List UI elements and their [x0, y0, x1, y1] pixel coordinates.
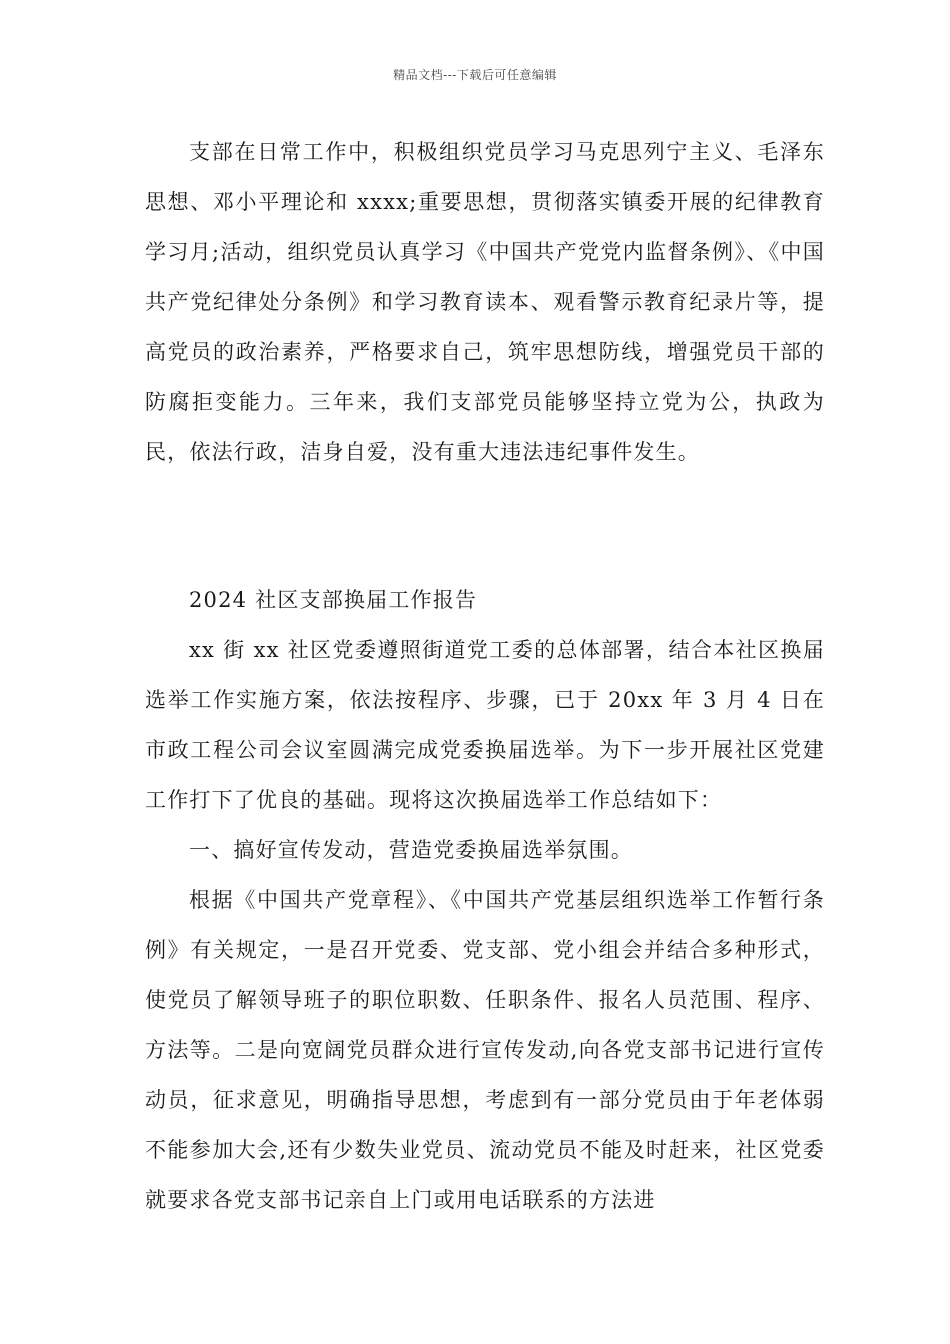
page-header: 精品文档---下载后可任意编辑: [393, 68, 557, 82]
section-discipline-education: [145, 127, 825, 477]
paragraph: xx 街 xx 社区党委遵照街道党工委的总体部署，结合本社区换届选举工作实施方案，依法按程序、步骤，已于 20xx 年 3 月 4 日在市政工程公司会议室圆满完成党委换届选举。为下一步开展社区党建工作打下了优良的基础。现将这次换届选举工作总结如下：: [145, 638, 825, 812]
section-election-report: [145, 575, 825, 1225]
report-title: 2024 社区支部换届工作报告: [189, 588, 478, 612]
paragraph: 支部在日常工作中，积极组织党员学习马克思列宁主义、毛泽东思想、邓小平理论和 xxxx;重要思想，贯彻落实镇委开展的纪律教育学习月;活动，组织党员认真学习《中国共产党党内监督条例》、《中国共产党纪律处分条例》和学习教育读本、观看警示教育纪录片等，提高党员的政治素养，严格要求自己，筑牢思想防线，增强党员干部的防腐拒变能力。三年来，我们支部党员能够坚持立党为公，执政为民，依法行政，洁身自爱，没有重大违法违纪事件发生。: [145, 140, 825, 464]
paragraph: 根据《中国共产党章程》、《中国共产党基层组织选举工作暂行条例》有关规定，一是召开党委、党支部、党小组会并结合多种形式，使党员了解领导班子的职位职数、任职条件、报名人员范围、程序、方法等。二是向宽阔党员群众进行宣传发动,向各党支部书记进行宣传动员，征求意见，明确指导思想，考虑到有一部分党员由于年老体弱不能参加大会,还有少数失业党员、流动党员不能及时赶来，社区党委就要求各党支部书记亲自上门或用电话联系的方法进: [145, 888, 825, 1212]
paragraph: 一、搞好宣传发动，营造党委换届选举氛围。: [189, 838, 633, 862]
